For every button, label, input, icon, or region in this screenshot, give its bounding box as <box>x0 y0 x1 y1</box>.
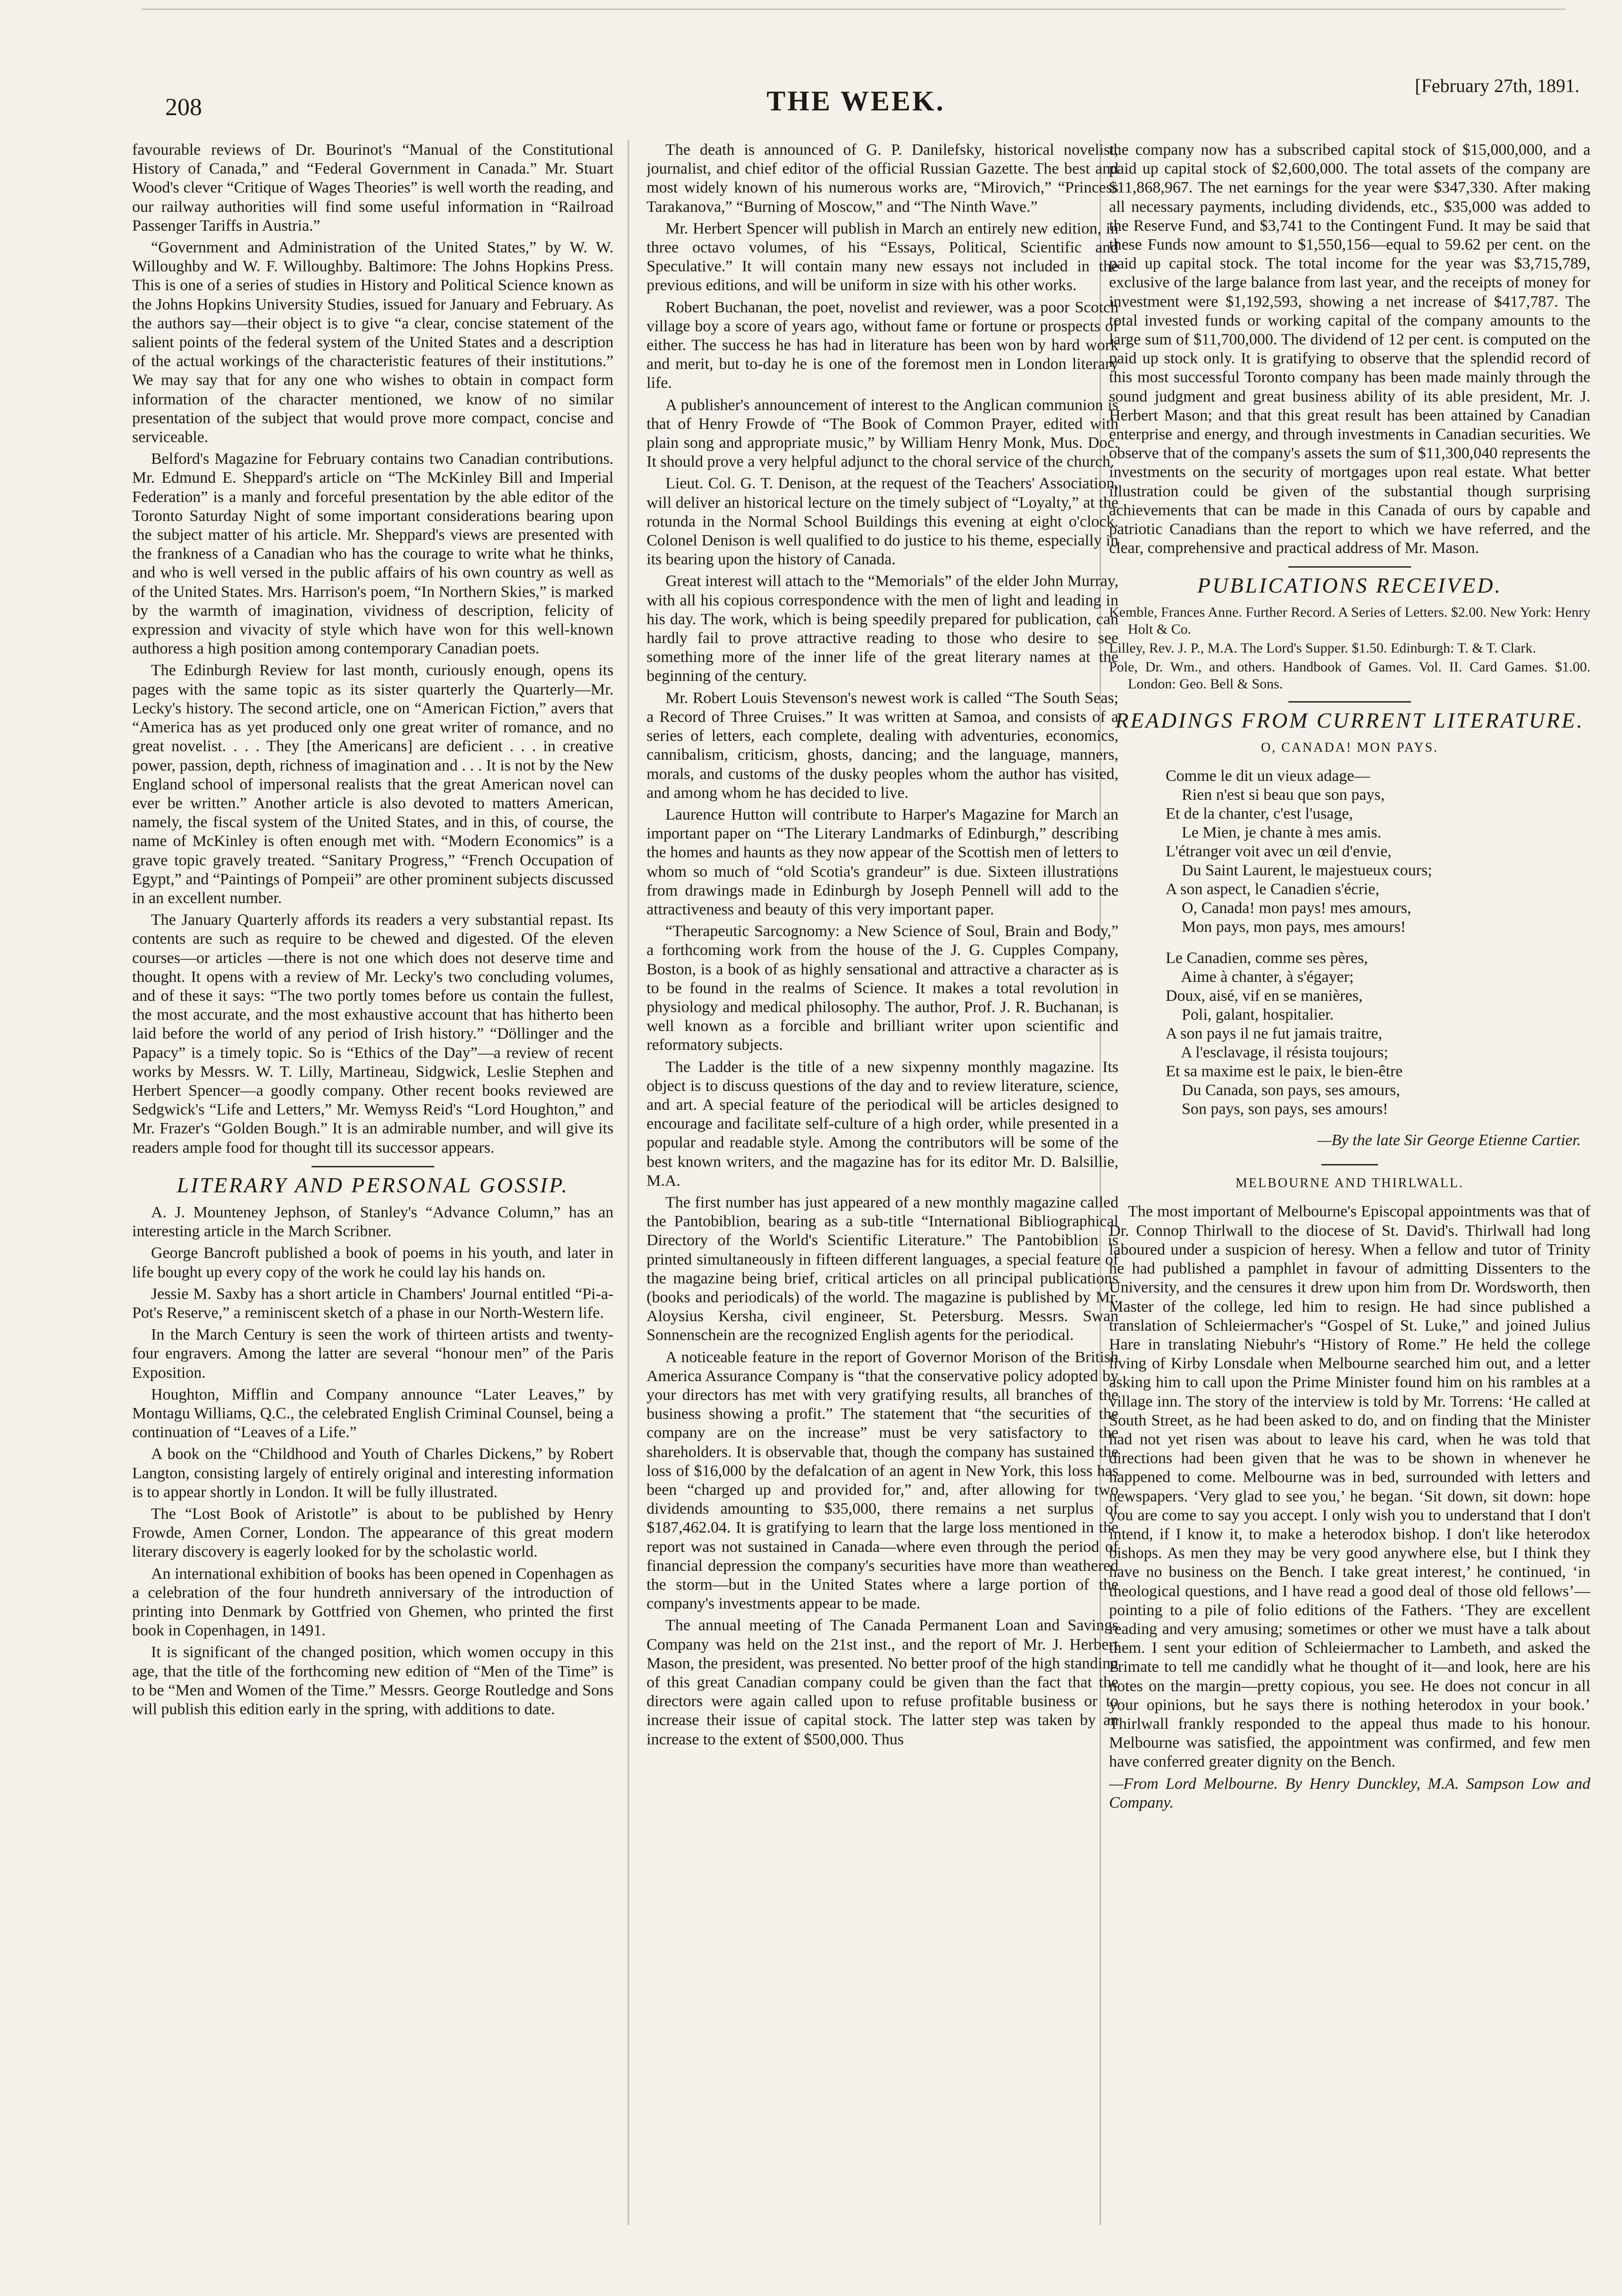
poem-line: Son pays, son pays, ses amours! <box>1166 1100 1388 1118</box>
paragraph: Laurence Hutton will contribute to Harper's Magazine for March an important paper on “The Literary Landmarks of Edinburgh,” describing the homes and haunts as they now appear of the Scottish men of letters to whom so much of “old Scotia's grandeur” is due. Sixteen illustrations from drawings made in Edinburgh by Joseph Pennell will add to the attractiveness and beauty of this very important paper. <box>647 805 1118 918</box>
paragraph: Lieut. Col. G. T. Denison, at the request of the Teachers' Association, will deliver an historical lecture on the timely subject of “Loyalty,” at the rotunda in the Normal School Buildings this evening at eight o'clock. Colonel Denison is well qualified to do justice to his theme, especially in its bearing upon the history of Canada. <box>647 475 1118 569</box>
poem-title: O, CANADA! MON PAYS. <box>1261 740 1439 755</box>
paragraph: A noticeable feature in the report of Governor Morison of the British America Assurance Company is “that the conservative policy adopted by your directors has met with very gratifying results, all branches of the business showing a profit.” The statement that “the securities of the company are on the increase” must be very satisfactory to the shareholders. It is observable that, though the company has sustained the loss of $16,000 by the defalcation of an agent in New York, this loss has been “charged up and provided for,” and, after allowing for two dividends amounting to $35,000, there remains a net surplus of $187,462.04. It is gratifying to learn that the large loss mentioned in the report was not sustained in Canada—where even through the period of financial depression the company's securities have more than weathered the storm—but in the United States where a large portion of the company's investments appear to be made. <box>647 1348 1118 1613</box>
gossip-item: The “Lost Book of Aristotle” is about to be published by Henry Frowde, Amen Corner, London. The appearance of this great modern literary discovery is eagerly looked for by the scholastic world. <box>132 1505 614 1561</box>
top-edge-rule <box>142 8 1565 10</box>
paragraph: A publisher's announcement of interest to the Anglican communion is that of Henry Frowde of “The Book of Common Prayer, edited with plain song and appropriate music,” by William Henry Monk, Mus. Doc. It should prove a very helpful adjunct to the choral service of the church. <box>647 396 1118 471</box>
poem-line: Et de la chanter, c'est l'usage, <box>1166 805 1353 823</box>
poem-stanza <box>1166 767 1590 937</box>
masthead: THE WEEK. <box>766 85 945 117</box>
poem-line: A l'esclavage, il résista toujours; <box>1166 1044 1388 1062</box>
section-divider <box>1288 701 1411 703</box>
poem-line: Mon pays, mon pays, mes amours! <box>1166 918 1406 936</box>
poem-line: Le Mien, je chante à mes amis. <box>1166 824 1381 842</box>
gossip-item: In the March Century is seen the work of thirteen artists and twenty-four engravers. Among the latter are several “honour men” of the Paris Exposition. <box>132 1326 614 1382</box>
section-title-readings: READINGS FROM CURRENT LITERATURE. <box>1115 708 1584 732</box>
poem-line: Doux, aisé, vif en se manières, <box>1166 987 1363 1005</box>
column-2 <box>647 141 1118 2236</box>
poem-line: A son aspect, le Canadien s'écrie, <box>1166 880 1379 898</box>
poem-line: O, Canada! mon pays! mes amours, <box>1166 899 1412 917</box>
page-header <box>132 71 1580 127</box>
article-title-melbourne: MELBOURNE AND THIRLWALL. <box>1235 1176 1464 1191</box>
section-divider <box>311 1166 434 1167</box>
poem-line: Et sa maxime est le paix, le bien-être <box>1166 1063 1403 1081</box>
poem-line: Du Saint Laurent, le majestueux cours; <box>1166 862 1432 880</box>
paragraph: The most important of Melbourne's Episcopal appointments was that of Dr. Connop Thirlwall to the diocese of St. David's. Thirlwall had long laboured under a suspicion of heresy. When a fellow and tutor of Trinity he had published a pamphlet in favour of admitting Dissenters to the University, and the censures it drew upon him from Dr. Wordsworth, then Master of the college, led him to resign. He had since published a translation of Schleiermacher's “Gospel of St. Luke,” and joined Julius Hare in translating Niebuhr's “History of Rome.” He held the college living of Kirby Lonsdale when Melbourne searched him out, and a letter asking him to call upon the Prime Minister found him on his rambles at a village inn. The story of the interview is told by Mr. Torrens: ‘He called at South Street, as he had been asked to do, and on finding that the Minister had not yet risen was about to leave his card, when he was told that directions had been given that he was to be shown in whenever he happened to come. Melbourne was in bed, surrounded with letters and newspapers. ‘Very glad to see you,’ he began. ‘Sit down, sit down: hope you are come to say you accept. I only wish you to understand that I don't intend, if I know it, to make a heterodox bishop. I don't like heterodox bishops. As men they may be very good anywhere else, but I think they have no business on the Bench. I take great interest,’ he continued, ‘in theological questions, and I have read a good deal of those old fellows’—pointing to a pile of folio editions of the Fathers. ‘They are excellent reading and very amusing; sometimes or other we must have a talk about them. I sent your edition of Schleiermacher to Lambeth, and asked the Primate to tell me candidly what he thought of it—and look, here are his notes on the margin—pretty copious, you see. He does not concur in all your opinions, but he says there is nothing heterodox in your book.’ Thirlwall frankly responded to the appeal thus made to his honour. Melbourne was satisfied, the appointment was confirmed, and few men have conferred greater dignity on the Bench. <box>1109 1203 1590 1771</box>
poem-line: Poli, galant, hospitalier. <box>1166 1006 1334 1024</box>
section-divider <box>1288 566 1411 568</box>
poem-stanza <box>1166 949 1590 1119</box>
poem-line: Comme le dit un vieux adage— <box>1166 767 1370 785</box>
paragraph: The annual meeting of The Canada Permanent Loan and Savings Company was held on the 21st inst., and the report of Mr. J. Herbert Mason, the president, was presented. No better proof of the high standing of this great Canadian company could be given than the fact that the directors were again called upon to refuse profitable business or to increase their issue of capital stock. The latter step was taken by an increase to the extent of $500,000. Thus <box>647 1617 1118 1748</box>
poem <box>1109 767 1590 1119</box>
paragraph: The January Quarterly affords its readers a very substantial repast. Its contents are such as require to be chewed and digested. Of the eleven courses—or articles —there is not one which does not deserve time and thought. It opens with a review of Mr. Lecky's two concluding volumes, and of these it says: “The two portly tomes before us contain the fullest, the most accurate, and the most exhaustive account that has hitherto been laid before the world of any period of Irish history.” “Döllinger and the Papacy” is a timely topic. So is “Ethics of the Day”—a review of recent works by Messrs. W. T. Lilly, Martineau, Sidgwick, Leslie Stephen and Herbert Spencer—a goodly company. Other recent books reviewed are Sedgwick's “Life and Letters,” Mr. Wemyss Reid's “Lord Houghton,” and Mr. Frazer's “Golden Bough.” It is an admirable number, and will give its readers ample food for thought till its successor appears. <box>132 911 614 1156</box>
column-rule <box>628 140 629 2225</box>
gossip-item: An international exhibition of books has been opened in Copenhagen as a celebration of the four hundreth anniversary of the introduction of printing into Denmark by Gottfried von Ghemen, who printed the first book in Copenhagen, in 1491. <box>132 1565 614 1640</box>
poem-line: L'étranger voit avec un œil d'envie, <box>1166 843 1392 861</box>
paragraph: Great interest will attach to the “Memorials” of the elder John Murray, with all his copious correspondence with the men of light and leading in his day. The work, which is being speedily prepared for publication, can hardly fail to prove attractive reading to those who desire to see something more of the inner life of the great literary names at the beginning of the century. <box>647 572 1118 685</box>
paragraph: favourable reviews of Dr. Bourinot's “Manual of the Constitutional History of Canada,” and “Federal Government in Canada.” Mr. Stuart Wood's clever “Critique of Wages Theories” is well worth the reading, and our railway authorities will find some useful information in “Railroad Passenger Tariffs in Austria.” <box>132 141 614 235</box>
paragraph: Belford's Magazine for February contains two Canadian contributions. Mr. Edmund E. Sheppard's article on “The McKinley Bill and Imperial Federation” is a manly and forceful presentation by the able editor of the Toronto Saturday Night of some important considerations bearing upon the subject matter of his article. Mr. Sheppard's views are presented with the frankness of a Canadian who has the courage to write what he thinks, and who is well versed in the public affairs of his own country as well as of the United States. Mrs. Harrison's poem, “In Northern Skies,” is marked by the warmth of imagination, vividness of description, felicity of expression and vivacity of style which have won for this well-known authoress a high position among contemporary Canadian poets. <box>132 450 614 658</box>
paragraph: The first number has just appeared of a new monthly magazine called the Pantobiblion, bearing as a sub-title “International Bibliographical Directory of the World's Scientific Literature.” The Pantobiblion is printed simultaneously in fifteen different languages, a special feature of the magazine being brief, critical articles on all principal publications (books and periodicals) of the world. The magazine is published by Mr. Aloysius Kersha, civil engineer, St. Petersburg. Messrs. Swan Sonnenschein are the recognized English agents for the periodical. <box>647 1193 1118 1344</box>
gossip-item: Jessie M. Saxby has a short article in Chambers' Journal entitled “Pi-a-Pot's Reserve,” a reminiscent sketch of a phase in our North-Western life. <box>132 1285 614 1322</box>
paragraph: The Ladder is the title of a new sixpenny monthly magazine. Its object is to discuss questions of the day and to review literature, science, and art. A special feature of the periodical will be articles designed to encourage and facilitate self-culture of a high order, while presented in a popular and readable style. Among the contributors will be some of the best known writers, and the magazine has for its editor Mr. D. Balsillie, M.A. <box>647 1058 1118 1190</box>
gossip-item: Houghton, Mifflin and Company announce “Later Leaves,” by Montagu Williams, Q.C., the celebrated English Criminal Counsel, being a continuation of “Leaves of a Life.” <box>132 1385 614 1441</box>
column-3 <box>1109 141 1590 2179</box>
paragraph: The death is announced of G. P. Danilefsky, historical novelist, journalist, and chief editor of the official Russian Gazette. The best and most widely known of his numerous works are, “Mirovich,” “Princess Tarakanova,” “Burning of Moscow,” and “The Ninth Wave.” <box>647 141 1118 216</box>
poem-line: Le Canadien, comme ses pères, <box>1166 949 1368 967</box>
poem-line: Rien n'est si beau que son pays, <box>1166 786 1385 804</box>
paragraph: “Government and Administration of the United States,” by W. W. Willoughby and W. F. Willoughby. Baltimore: The Johns Hopkins Press. This is one of a series of studies in History and Political Science known as the Johns Hopkins University Studies, issued for January and February. As the authors say—their object is to give “a clear, concise statement of the salient points of the federal system of the United States and a description of the actual workings of the characteristic features of their institutions.” We may say that for any one who wishes to obtain in compact form information of the character mentioned, we know of no similar presentation of the subject that would prove more compact, concise and serviceable. <box>132 239 614 446</box>
publication-entry: Pole, Dr. Wm., and others. Handbook of Games. Vol. II. Card Games. $1.00. London: Geo. Bell & Sons. <box>1109 659 1590 692</box>
poem-credit: —By the late Sir George Etienne Cartier. <box>1317 1131 1581 1149</box>
paragraph: the company now has a subscribed capital stock of $15,000,000, and a paid up capital stock of $2,600,000. The total assets of the company are $11,868,967. The net earnings for the year were $347,330. After making all necessary payments, including dividends, etc., $35,000 was added to the Reserve Fund, and $3,741 to the Contingent Fund. It may be said that these Funds now amount to $1,550,156—equal to 59.62 per cent. on the paid up capital stock. The total income for the year was $3,715,789, exclusive of the large balance from last year, and the receipts of money for investment were $1,192,593, showing a net increase of $417,787. The total invested funds or working capital of the company amounts to the large sum of $11,700,000. The dividend of 12 per cent. is computed on the paid up stock only. It is gratifying to observe that the splendid record of this most successful Toronto company has been made mainly through the sound judgment and great business ability of its able president, Mr. J. Herbert Mason; and that this great result has been attained by Canadian enterprise and energy, and through investments in Canadian securities. We observe that of the company's assets the sum of $11,300,040 represents the investments on the security of mortgages upon real estate. What better illustration could be given of the substantial though surprising achievements that can be made in this Canada of ours by capable and patriotic Canadians than the report to which we have referred, and the clear, comprehensive and practical address of Mr. Mason. <box>1109 141 1590 557</box>
page-number: 208 <box>165 94 202 121</box>
paragraph: Mr. Herbert Spencer will publish in March an entirely new edition, in three octavo volumes, of his “Essays, Political, Scientific and Speculative.” It will contain many new essays not included in the previous editions, and will be uniform in size with his other works. <box>647 219 1118 294</box>
section-divider <box>1321 1164 1378 1165</box>
poem-line: Du Canada, son pays, ses amours, <box>1166 1081 1400 1099</box>
gossip-item: A. J. Mounteney Jephson, of Stanley's “Advance Column,” has an interesting article in the March Scribner. <box>132 1203 614 1240</box>
paragraph: The Edinburgh Review for last month, curiously enough, opens its pages with the same topic as its sister quarterly the Quarterly—Mr. Lecky's history. The second article, one on “American Fiction,” avers that “America has as yet produced only one great writer of romance, and no great novelist. . . . They [the Americans] are deficient . . . in creative power, passion, depth, richness of imagination and . . . It is not by the New England school of impersonal realists that the great American novel can ever be written.” Another article is also devoted to matters American, namely, the fiscal system of the United States, and in this, of course, the name of McKinley is often enough met with. “Modern Economics” is a grave topic gravely treated. “Sanitary Progress,” “French Occupation of Egypt,” and “Paintings of Pompeii” are other prominent subjects discussed in an excellent number. <box>132 662 614 907</box>
publication-entry: Lilley, Rev. J. P., M.A. The Lord's Supper. $1.50. Edinburgh: T. & T. Clark. <box>1109 640 1536 656</box>
gossip-item: George Bancroft published a book of poems in his youth, and later in life bought up every copy of the work he could lay his hands on. <box>132 1244 614 1281</box>
paragraph: Mr. Robert Louis Stevenson's newest work is called “The South Seas; a Record of Three Cruises.” It was written at Samoa, and consists of a series of letters, each complete, dealing with adventuries, economics, cannibalism, criticism, ghosts, dancing; and the language, manners, morals, and customs of the dusky peoples whom the author has visited, and among whom he has decided to live. <box>647 689 1118 802</box>
column-1 <box>132 141 614 2221</box>
section-title-gossip: LITERARY AND PERSONAL GOSSIP. <box>176 1173 569 1197</box>
gossip-item: It is significant of the changed position, which women occupy in this age, that the title of the forthcoming new edition of “Men of the Time” is to be “Men and Women of the Time.” Messrs. George Routledge and Sons will publish this edition early in the spring, with additions to date. <box>132 1643 614 1718</box>
paragraph: Robert Buchanan, the poet, novelist and reviewer, was a poor Scotch village boy a score of years ago, without fame or fortune or prospects of either. The success he has had in literature has been won by hard work and merit, but to-day he is one of the foremost men in London literary life. <box>647 298 1118 392</box>
section-title-publications: PUBLICATIONS RECEIVED. <box>1197 573 1502 598</box>
publication-entry: Kemble, Frances Anne. Further Record. A Series of Letters. $2.00. New York: Henry Holt & Co. <box>1109 604 1590 637</box>
issue-date: [February 27th, 1891. <box>1415 75 1580 96</box>
article-credit: —From Lord Melbourne. By Henry Dunckley, M.A. Sampson Low and Company. <box>1109 1775 1590 1811</box>
paragraph: “Therapeutic Sarcognomy: a New Science of Soul, Brain and Body,” a forthcoming work from the house of the J. G. Cupples Company, Boston, is a book of as highly sensational and attractive a character as is to be found in the realms of Science. It makes a total revolution in physiology and medical philosophy. The author, Prof. J. R. Buchanan, is well known as a forcible and brilliant writer upon scientific and reformatory subjects. <box>647 922 1118 1054</box>
poem-line: A son pays il ne fut jamais traitre, <box>1166 1025 1382 1043</box>
poem-line: Aime à chanter, à s'égayer; <box>1166 968 1354 986</box>
gossip-item: A book on the “Childhood and Youth of Charles Dickens,” by Robert Langton, consisting largely of entirely original and interesting information is to appear shortly in London. It will be fully illustrated. <box>132 1445 614 1501</box>
